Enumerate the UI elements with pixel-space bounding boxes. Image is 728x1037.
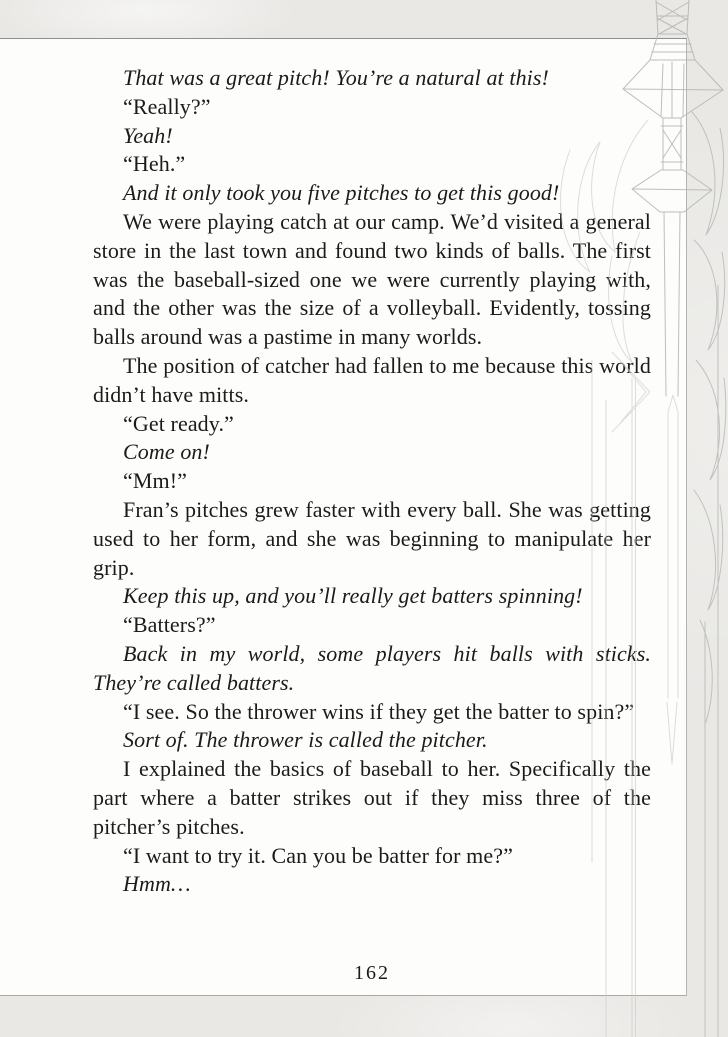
paragraph: The position of catcher had fallen to me because this world didn’t have mitts. — [93, 352, 651, 407]
paragraph: Yeah! — [123, 122, 173, 148]
paragraph: I explained the basics of baseball to her. Specifically the part where a batter strikes out if they miss three of the pitcher’s pitches. — [93, 756, 651, 839]
paragraph: Sort of. The thrower is called the pitcher. — [123, 727, 488, 753]
margin-leaf-ornaments — [692, 112, 726, 1037]
page-surface — [0, 38, 687, 996]
paragraph: We were playing catch at our camp. We’d visited a general store in the last town and found two kinds of balls. The first was the baseball-sized one we were currently playing with, and the other was the size of a volleyball. Evidently, tossing balls around was a pastime in many worlds. — [93, 208, 651, 350]
paragraph: “Really?” — [123, 93, 211, 119]
body-text — [93, 64, 651, 899]
paragraph: Hmm… — [123, 871, 191, 897]
paragraph: Come on! — [123, 439, 210, 465]
paragraph: “I see. So the thrower wins if they get the batter to spin?” — [123, 698, 635, 724]
paragraph: “Heh.” — [123, 151, 186, 177]
paragraph: “Mm!” — [123, 468, 188, 494]
paragraph: And it only took you five pitches to get this good! — [123, 180, 560, 206]
paragraph: Keep this up, and you’ll really get batters spinning! — [123, 583, 583, 609]
paragraph: Back in my world, some players hit balls with sticks. They’re called batters. — [93, 640, 651, 695]
page-number: 162 — [354, 962, 390, 984]
paragraph: “Batters?” — [123, 612, 216, 638]
paragraph: That was a great pitch! You’re a natural at this! — [123, 65, 549, 90]
paragraph: “Get ready.” — [123, 410, 234, 436]
paragraph: Fran’s pitches grew faster with every ball. She was getting used to her form, and she was beginning to manipulate her grip. — [93, 496, 651, 580]
paragraph: “I want to try it. Can you be batter for me?” — [123, 842, 513, 868]
